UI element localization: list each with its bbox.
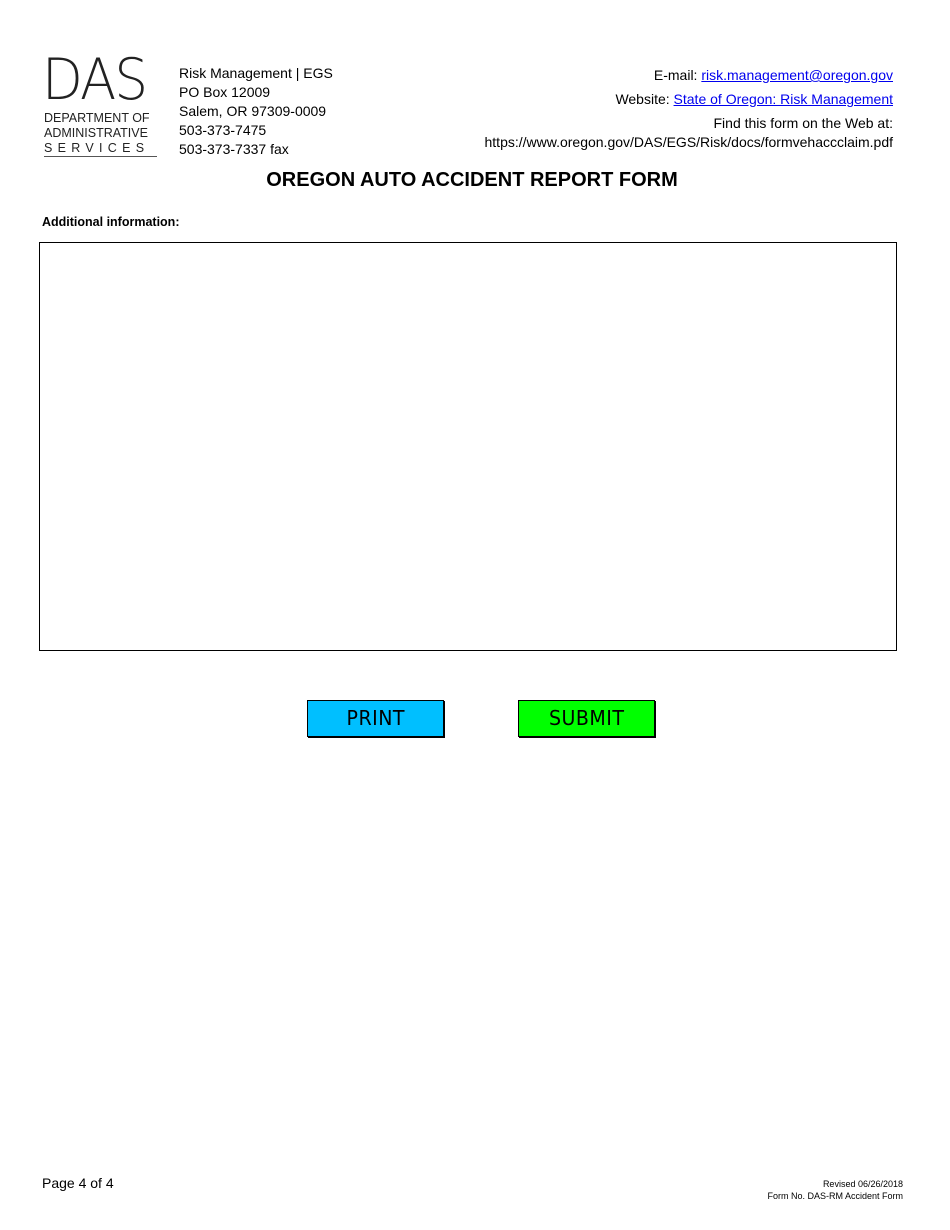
website-link[interactable]: State of Oregon: Risk Management xyxy=(673,91,893,107)
logo-line-department: DEPARTMENT OF xyxy=(44,111,150,125)
form-url: https://www.oregon.gov/DAS/EGS/Risk/docs/formvehaccclaim.pdf xyxy=(484,134,893,150)
revised-date: Revised 06/26/2018 xyxy=(822,1179,903,1189)
print-button[interactable] xyxy=(307,700,444,737)
contact-block xyxy=(485,66,894,152)
footer-info xyxy=(767,1178,903,1202)
submit-button[interactable] xyxy=(518,700,655,737)
address-department: Risk Management | EGS xyxy=(179,65,333,81)
additional-info-field[interactable] xyxy=(39,242,897,651)
email-row xyxy=(485,66,894,85)
address-po-box: PO Box 12009 xyxy=(179,84,271,100)
submit-button-label: SUBMIT xyxy=(548,706,625,730)
address-fax: 503-373-7337 fax xyxy=(179,141,289,157)
additional-info-label: Additional information: xyxy=(42,215,180,229)
logo-underline xyxy=(44,156,157,157)
email-label: E-mail: xyxy=(653,67,698,83)
page-number: Page 4 of 4 xyxy=(42,1175,114,1191)
website-label: Website: xyxy=(615,91,670,107)
form-number: Form No. DAS-RM Accident Form xyxy=(767,1191,903,1201)
address-city: Salem, OR 97309-0009 xyxy=(179,103,327,119)
print-button-label: PRINT xyxy=(346,706,405,730)
logo-line-services: SERVICES xyxy=(44,141,150,155)
form-title: OREGON AUTO ACCIDENT REPORT FORM xyxy=(266,169,678,191)
logo-line-administrative: ADMINISTRATIVE xyxy=(44,126,148,140)
address-block xyxy=(179,64,333,159)
das-logo xyxy=(42,47,158,159)
address-phone: 503-373-7475 xyxy=(179,122,267,138)
find-form-label: Find this form on the Web at: xyxy=(713,115,893,131)
website-row xyxy=(485,90,894,109)
logo-wordmark: DAS xyxy=(42,47,147,113)
email-link[interactable]: risk.management@oregon.gov xyxy=(701,67,893,83)
